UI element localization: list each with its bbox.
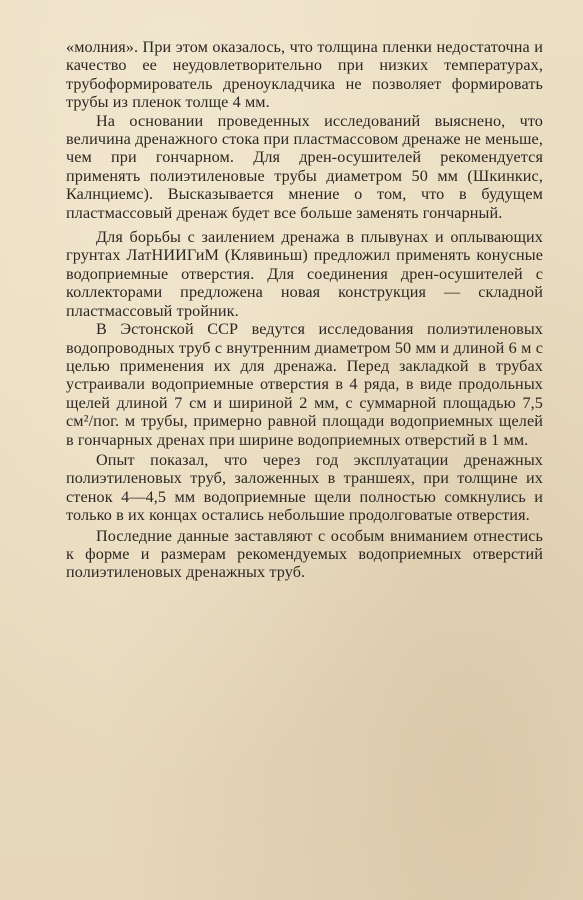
paragraph-3: Для борьбы с заилением дренажа в плывунах и оплывающих грунтах ЛатНИИГиМ (Клявиньш) предложил применять конусные водоприемные отверстия. Для соединения дрен-осушителей с коллекторами предложена новая конструкция — складной пластмассовый тройник. [66,228,543,320]
paragraph-5: Опыт показал, что через год эксплуатации дренажных полиэтиленовых труб, заложенных в траншеях, при толщине их стенок 4—4,5 мм водоприемные щели полностью сомкнулись и только в их концах остались небольшие продолговатые отверстия. [66,450,543,525]
paragraph-2: На основании проведенных исследований выяснено, что величина дренажного стока при пластмассовом дренаже не меньше, чем при гончарном. Для дрен-осушителей рекомендуется применять полиэтиленовые трубы диаметром 50 мм (Шкинкис, Калнциемс). Высказывается мнение о том, что в будущем пластмассовый дренаж будет все больше заменять гончарный. [66,111,543,222]
paragraph-1: «молния». При этом оказалось, что толщина пленки недостаточна и качество ее неудовлетворительно при низких температурах, трубоформирователь дреноукладчика не позволяет формировать трубы из пленок толще 4 мм. [66,38,543,112]
paragraph-6: Последние данные заставляют с особым вниманием отнестись к форме и размерам рекомендуемых водоприемных отверстий полиэтиленовых дренажных труб. [66,526,543,582]
page-text-body [66,38,543,582]
paragraph-4: В Эстонской ССР ведутся исследования полиэтиленовых водопроводных труб с внутренним диаметром 50 мм и длиной 6 м с целью применения их для дренажа. Перед закладкой в трубах устраивали водоприемные отверстия в 4 ряда, в виде продольных щелей длиной 7 см и шириной 2 мм, с суммарной площадью 7,5 см²/пог. м трубы, примерно равной площади водоприемных щелей в гончарных дренах при ширине водоприемных отверстий в 1 мм. [66,320,543,449]
